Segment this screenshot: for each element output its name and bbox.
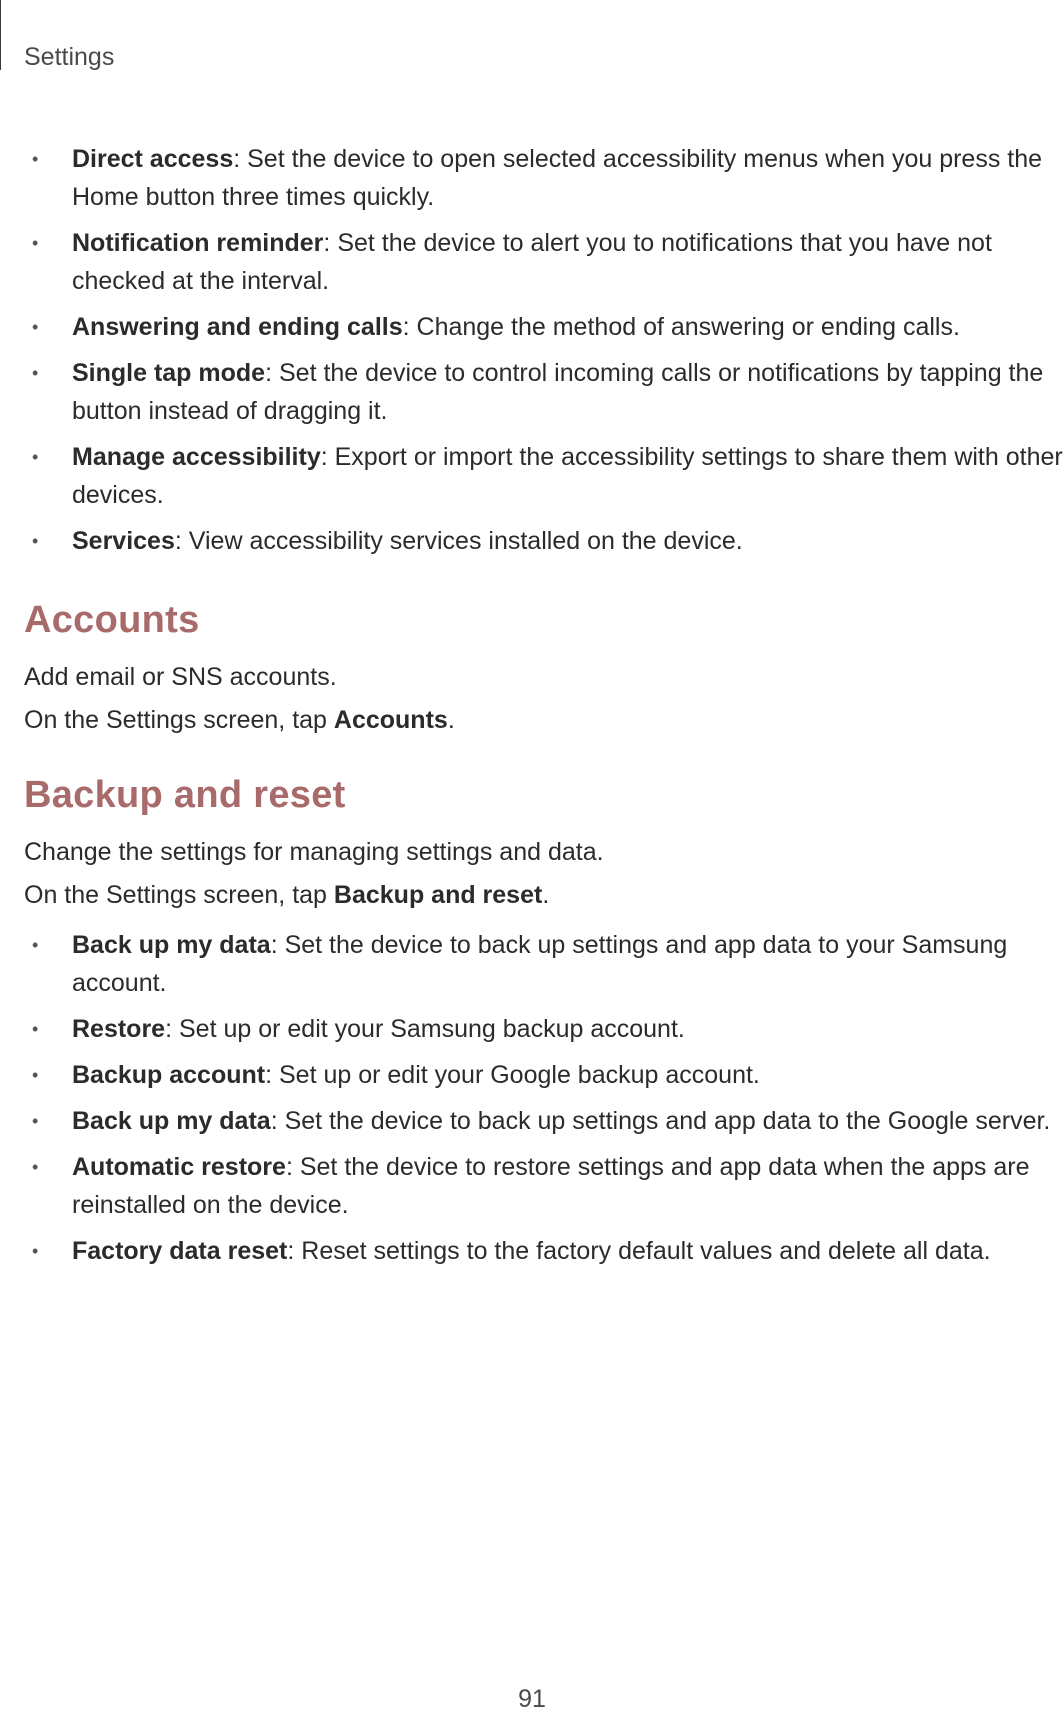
bullet-icon: • [32,1157,39,1177]
instruction-target: Accounts [333,706,448,734]
list-item [24,1148,1064,1224]
item-term: Backup account [72,1061,266,1089]
item-term: Direct access [72,145,234,173]
item-term: Automatic restore [72,1153,286,1181]
bullet-icon: • [32,1241,39,1261]
list-item [24,1232,1064,1270]
bullet-icon: • [32,317,39,337]
item-term: Factory data reset [72,1237,288,1265]
item-desc: : Set up or edit your Samsung backup account. [165,1015,685,1043]
bullet-icon: • [32,531,39,551]
item-desc: : Reset settings to the factory default values and delete all data. [287,1237,991,1265]
page-number: 91 [518,1685,546,1713]
list-item [24,1010,1064,1048]
instruction-prefix: On the Settings screen, tap [24,881,334,909]
backup-heading: Backup and reset [24,774,346,816]
accounts-heading: Accounts [24,599,200,641]
bullet-icon: • [32,233,39,253]
list-item [24,1056,1064,1094]
item-term: Restore [72,1015,166,1043]
item-desc: : Set the device to open selected accessibility menus when you press the Home button three times quickly. [72,145,1043,211]
bullet-icon: • [32,935,39,955]
bullet-icon: • [32,1019,39,1039]
item-desc: : View accessibility services installed on the device. [174,527,743,555]
header-rule [0,0,1,70]
item-desc: : Set up or edit your Google backup account. [265,1061,760,1089]
item-term: Notification reminder [72,229,324,257]
backup-instruction [24,876,1064,914]
accounts-instruction [24,701,1064,739]
instruction-target: Backup and reset [333,881,543,909]
item-term: Back up my data [72,931,271,959]
item-term: Answering and ending calls [72,313,403,341]
list-item [24,926,1064,1002]
bullet-icon: • [32,1065,39,1085]
list-item [24,1102,1064,1140]
backup-list [24,926,1064,1270]
item-desc: : Set the device to back up settings and app data to the Google server. [270,1107,1051,1135]
instruction-prefix: On the Settings screen, tap [24,706,334,734]
list-item [24,140,1064,216]
list-item [24,438,1064,514]
list-item [24,522,1064,560]
accounts-intro: Add email or SNS accounts. [24,663,337,691]
list-item [24,224,1064,300]
item-desc: : Set the device to control incoming calls or notifications by tapping the button instead of dragging it. [72,359,1044,425]
item-desc: : Export or import the accessibility settings to share them with other devices. [72,443,1063,509]
item-desc: : Change the method of answering or ending calls. [402,313,960,341]
item-term: Manage accessibility [72,443,321,471]
instruction-suffix: . [542,881,550,909]
item-desc: : Set the device to alert you to notifications that you have not checked at the interval. [72,229,992,295]
accessibility-list [24,140,1064,560]
bullet-icon: • [32,149,39,169]
list-item [24,308,1064,346]
item-term: Single tap mode [72,359,266,387]
page-content [24,140,1064,1278]
item-term: Back up my data [72,1107,271,1135]
item-desc: : Set the device to restore settings and app data when the apps are reinstalled on the device. [72,1153,1030,1219]
item-desc: : Set the device to back up settings and app data to your Samsung account. [72,931,1008,997]
page-header-title: Settings [24,43,115,71]
list-item [24,354,1064,430]
backup-intro: Change the settings for managing settings and data. [24,838,604,866]
bullet-icon: • [32,1111,39,1131]
item-term: Services [72,527,175,555]
bullet-icon: • [32,447,39,467]
bullet-icon: • [32,363,39,383]
instruction-suffix: . [447,706,455,734]
